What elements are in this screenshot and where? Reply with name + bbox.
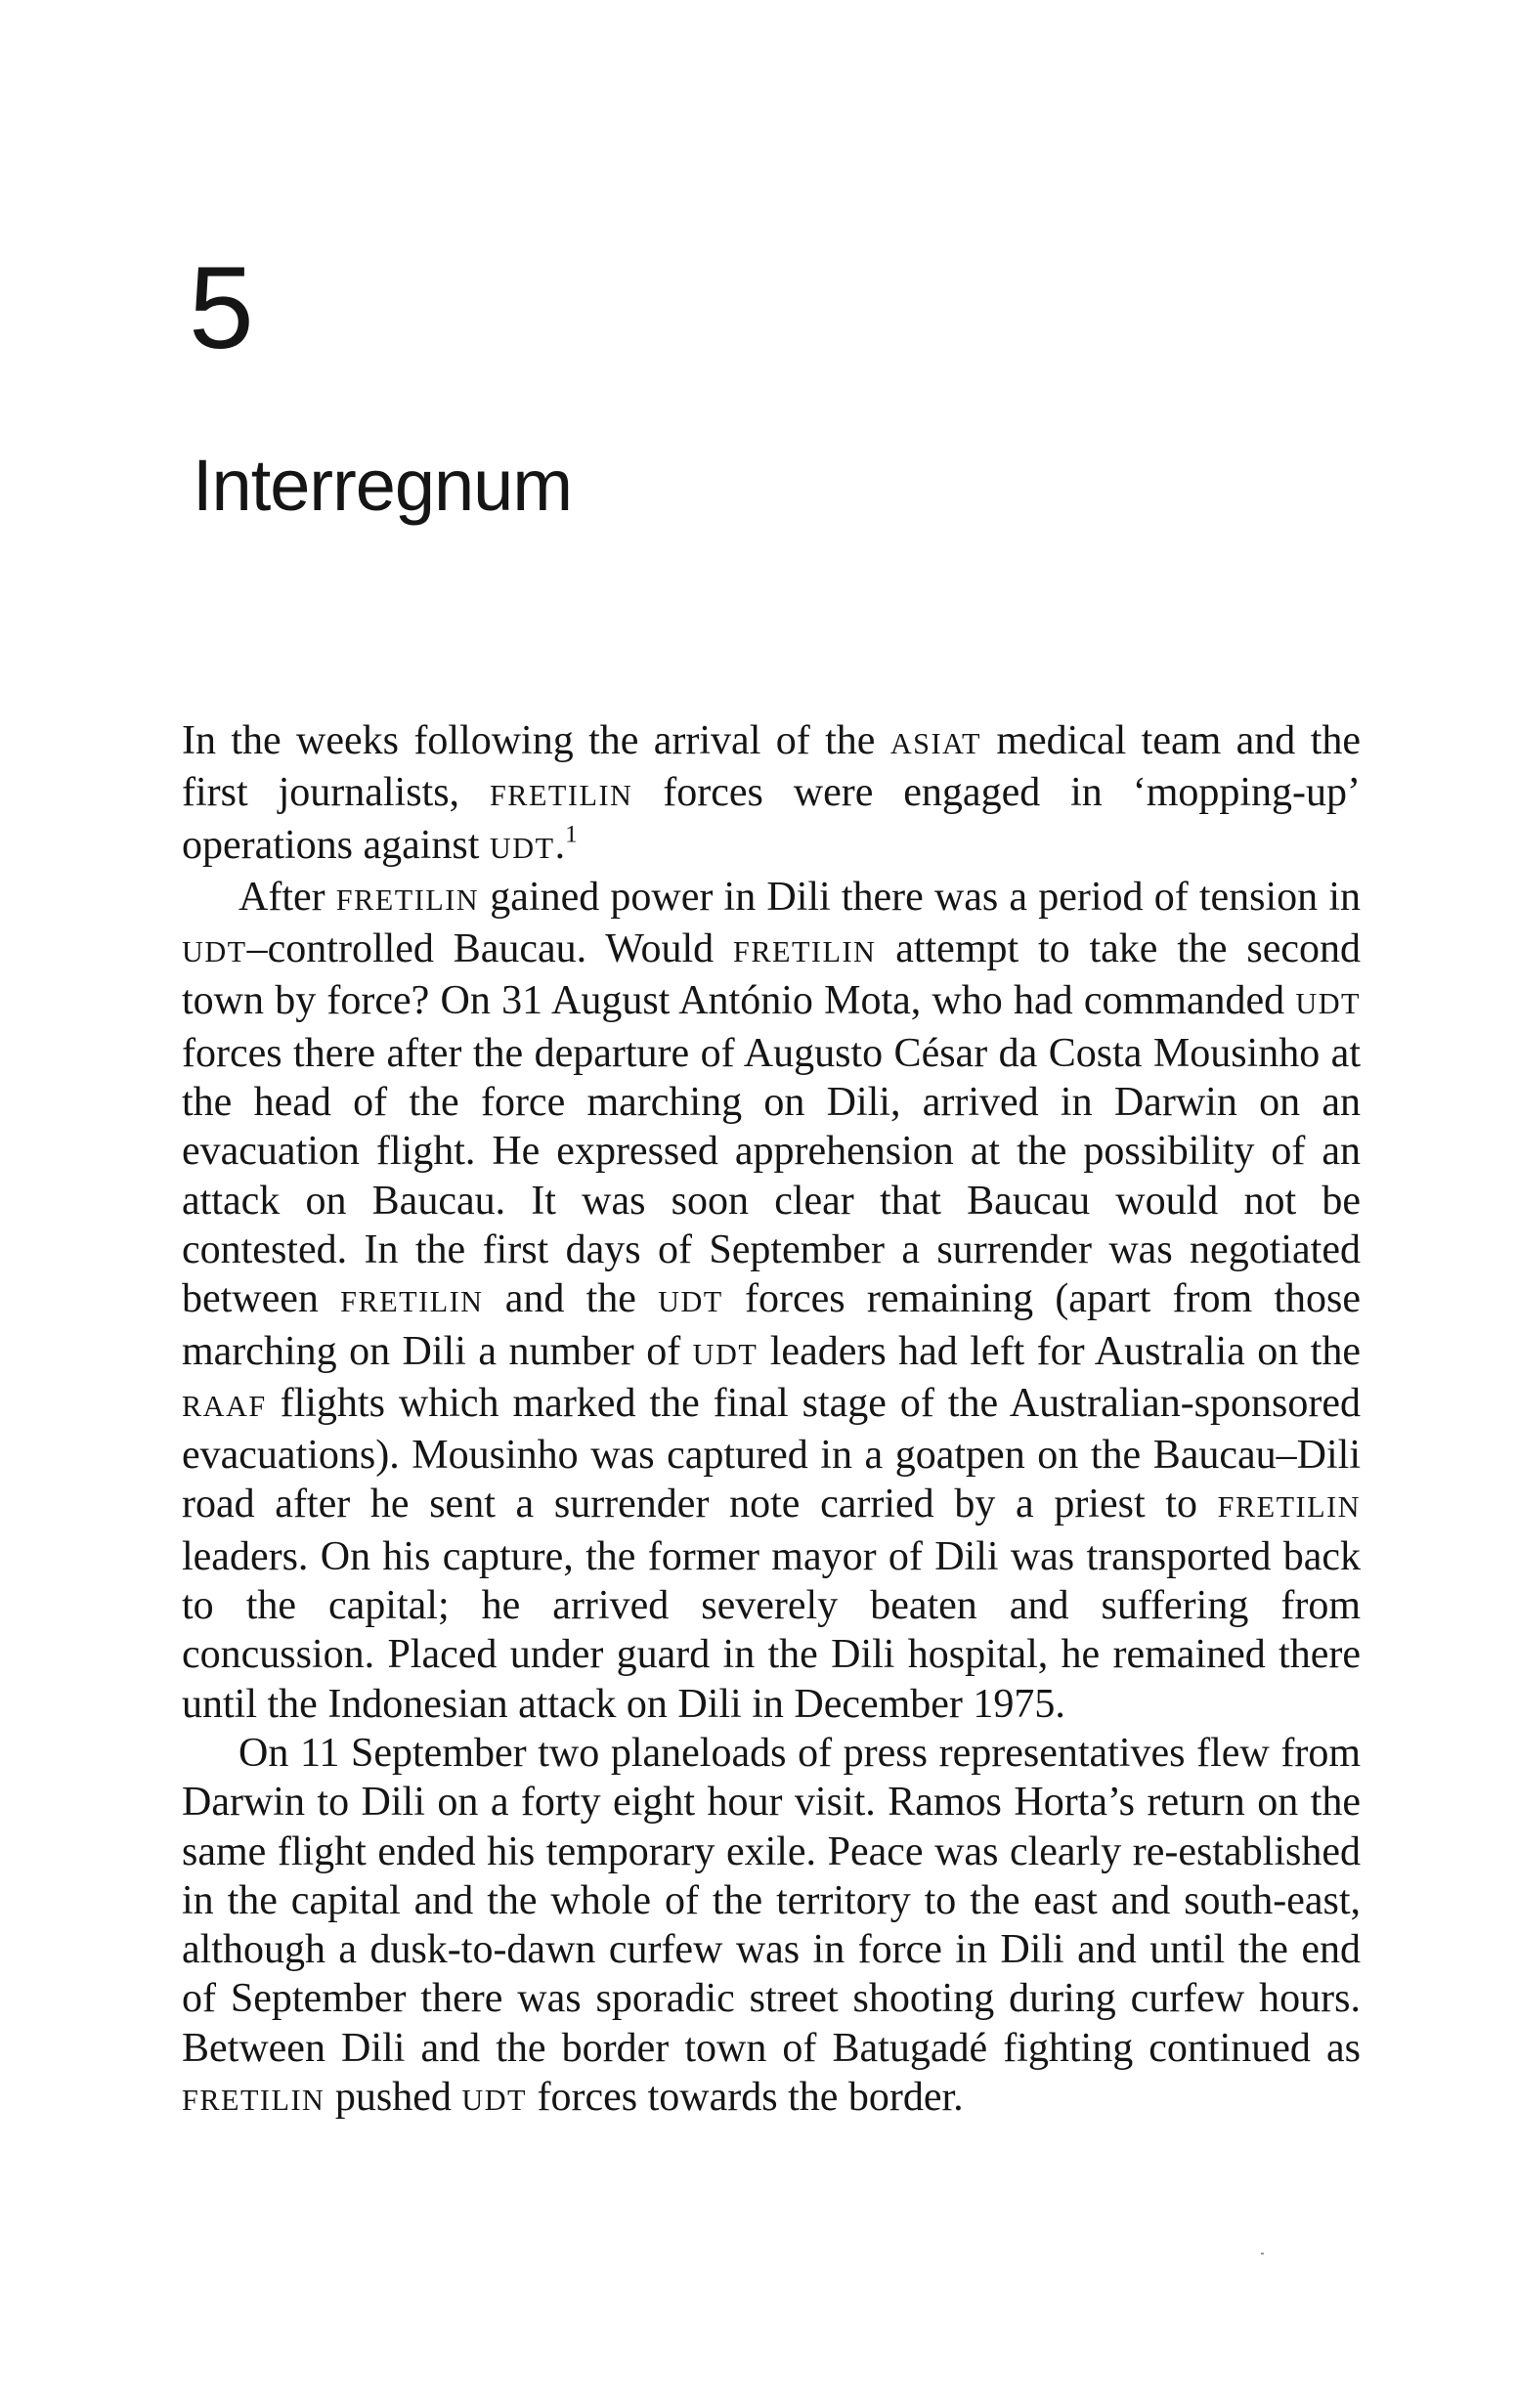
- small-caps-term: UDT: [489, 831, 555, 865]
- text-run: After: [238, 874, 336, 920]
- text-run: forces there after the departure of Augusto César da Costa Mousinho at the head of the force marching on Dili, arrived in Darwin on an evacuation flight. He expressed apprehension at the possibility of an attack on Baucau. It was soon clear that Baucau would not be contested. In the first days of September a surrender was negotiated between: [182, 1030, 1361, 1322]
- text-run: medical team and the first journalists,: [182, 718, 1361, 816]
- small-caps-term: UDT: [182, 935, 247, 969]
- text-run: forces towards the border.: [527, 2075, 964, 2121]
- small-caps-term: FRETILIN: [489, 779, 633, 813]
- text-run: attempt to take the second town by force? On 31 August António Mota, who had commanded: [182, 926, 1361, 1024]
- small-caps-term: UDT: [1295, 987, 1361, 1021]
- text-run: flights which marked the final stage of the Australian-sponsored evacuations). Mousinho was captured in a goatpen on the Baucau–Dili road after he sent a surrender note carried by a priest to: [182, 1380, 1361, 1527]
- small-caps-term: RAAF: [182, 1389, 267, 1423]
- text-run: In the weeks following the arrival of the: [182, 718, 890, 763]
- small-caps-term: ASIAT: [889, 727, 981, 760]
- small-caps-term: FRETILIN: [340, 1285, 484, 1319]
- text-run: .: [554, 822, 566, 868]
- scan-speck: [1261, 2253, 1264, 2255]
- small-caps-term: FRETILIN: [733, 935, 877, 969]
- small-caps-term: FRETILIN: [1217, 1490, 1361, 1525]
- text-run: leaders had left for Australia on the: [758, 1328, 1361, 1374]
- footnote-marker: 1: [565, 821, 578, 848]
- small-caps-term: UDT: [692, 1337, 758, 1371]
- text-run: forces were engaged in ‘mopping-up’ operations against: [182, 770, 1362, 868]
- small-caps-term: FRETILIN: [182, 2084, 325, 2118]
- text-run: gained power in Dili there was a period of tension in: [479, 874, 1361, 920]
- text-run: leaders. On his capture, the former mayor of Dili was transported back to the capital; he arrived severely beaten and suffering from concussion. Placed under guard in the Dili hospital, he remained there until the Indonesian attack on Dili in December 1975.: [182, 1533, 1361, 1727]
- small-caps-term: UDT: [461, 2084, 527, 2118]
- text-run: On 11 September two planeloads of press representatives flew from Darwin to Dili on a forty eight hour visit. Ramos Horta’s return on the same flight ended his temporary exile. Peace was clearly re-established in the capital and the whole of the territory to the east and south-east, although a dusk-to-dawn curfew was in force in Dili and until the end of September there was sporadic street shooting during curfew hours. Between Dili and the border town of Batugadé fighting continued as: [182, 1730, 1361, 2071]
- text-run: and the: [483, 1276, 659, 1322]
- small-caps-term: FRETILIN: [335, 882, 480, 917]
- text-run: forces remaining (apart from those marching on Dili a number of: [182, 1276, 1361, 1374]
- text-run: pushed: [325, 2075, 462, 2121]
- body-paragraph: [182, 873, 1361, 1729]
- chapter-number: 5: [189, 242, 254, 373]
- chapter-title: Interregnum: [193, 445, 572, 526]
- text-run: –controlled Baucau. Would: [246, 926, 734, 972]
- chapter-body: [182, 716, 1361, 2125]
- body-paragraph: [182, 1729, 1361, 2125]
- small-caps-term: UDT: [658, 1285, 723, 1319]
- body-paragraph: [182, 716, 1361, 873]
